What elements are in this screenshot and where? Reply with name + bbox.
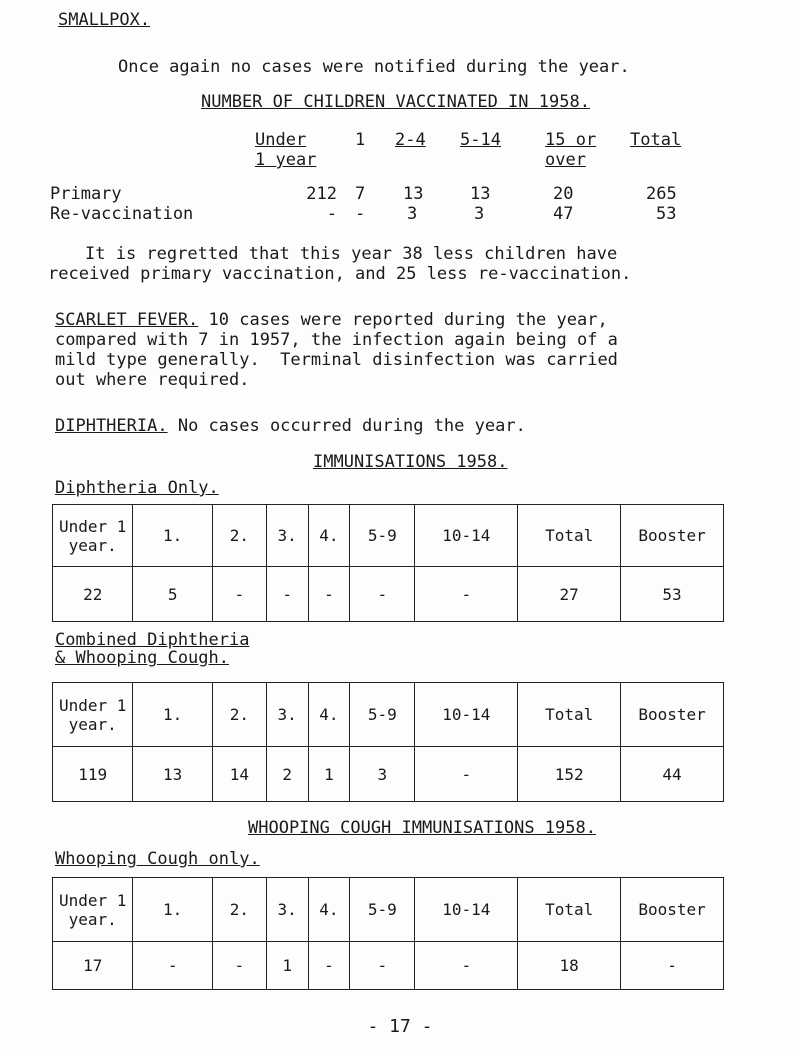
table-cell: - — [308, 567, 350, 622]
whooping-title: WHOOPING COUGH IMMUNISATIONS 1958. — [248, 818, 596, 838]
table-cell: 2 — [266, 747, 308, 802]
header-cell: 5-9 — [350, 878, 415, 942]
header-cell: 10-14 — [415, 878, 518, 942]
cell: - — [355, 204, 366, 224]
smallpox-heading: SMALLPOX. — [58, 10, 151, 30]
header-cell: Under 1 year. — [53, 878, 133, 942]
table-cell: 5 — [133, 567, 212, 622]
header-cell: 1. — [133, 505, 212, 567]
cell: 13 — [403, 184, 424, 204]
row-label: Re-vaccination — [50, 204, 194, 224]
header-cell: Booster — [621, 878, 724, 942]
cell: - — [326, 204, 337, 224]
cell: 13 — [470, 184, 491, 204]
table-cell: - — [415, 567, 518, 622]
header-cell: 4. — [308, 683, 350, 747]
col-2-4: 2-4 — [395, 130, 426, 150]
table-cell: - — [621, 942, 724, 990]
header-cell: 10-14 — [415, 505, 518, 567]
table-cell: 119 — [53, 747, 133, 802]
table-cell: - — [308, 942, 350, 990]
diphtheria-heading: DIPHTHERIA. — [55, 416, 168, 436]
header-cell: 2. — [212, 683, 266, 747]
diphtheria-text: No cases occurred during the year. — [167, 416, 526, 436]
header-cell: Booster — [621, 683, 724, 747]
diphtheria-line — [55, 416, 526, 436]
table-cell: - — [133, 942, 212, 990]
header-cell: 4. — [308, 505, 350, 567]
vaccination-note-2: received primary vaccination, and 25 less re-vaccination. — [48, 264, 632, 284]
whooping-only-table — [52, 877, 724, 990]
col-15-or-over: 15 or over — [545, 130, 597, 170]
header-cell: Total — [518, 878, 621, 942]
combined-caption-2: & Whooping Cough. — [55, 648, 229, 668]
header-cell: 10-14 — [415, 683, 518, 747]
table-header-row — [53, 878, 724, 942]
table-row — [53, 942, 724, 990]
cell: 53 — [656, 204, 677, 224]
table-cell: 53 — [621, 567, 724, 622]
table-cell: - — [212, 942, 266, 990]
header-cell: Total — [518, 683, 621, 747]
header-cell: 5-9 — [350, 683, 415, 747]
header-cell: Total — [518, 505, 621, 567]
header-cell: Under 1 year. — [53, 505, 133, 567]
header-cell: Under 1 year. — [53, 683, 133, 747]
table-cell: - — [415, 747, 518, 802]
table-cell: 22 — [53, 567, 133, 622]
header-cell: 2. — [212, 505, 266, 567]
table-cell: - — [350, 942, 415, 990]
immunisations-title: IMMUNISATIONS 1958. — [313, 452, 508, 472]
col-1: 1 — [355, 130, 366, 150]
table-cell: - — [415, 942, 518, 990]
scarlet-fever-heading: SCARLET FEVER. — [55, 310, 199, 330]
header-cell: 3. — [266, 878, 308, 942]
cell: 3 — [407, 204, 418, 224]
header-cell: 3. — [266, 505, 308, 567]
table-cell: 1 — [266, 942, 308, 990]
table-cell: - — [350, 567, 415, 622]
table-cell: 17 — [53, 942, 133, 990]
vaccination-note-1: It is regretted that this year 38 less children have — [85, 244, 618, 264]
scarlet-fever-line-4: out where required. — [55, 370, 250, 390]
row-revaccination — [50, 204, 700, 224]
header-cell: 3. — [266, 683, 308, 747]
row-primary — [50, 184, 700, 204]
table-cell: - — [212, 567, 266, 622]
diphtheria-only-caption: Diphtheria Only. — [55, 478, 219, 498]
scarlet-fever-line-2: compared with 7 in 1957, the infection again being of a — [55, 330, 618, 350]
table-cell: 18 — [518, 942, 621, 990]
table-row — [53, 567, 724, 622]
cell: 212 — [306, 184, 337, 204]
header-cell: 5-9 — [350, 505, 415, 567]
cell: 20 — [553, 184, 574, 204]
page-number: - 17 - — [367, 1016, 433, 1037]
whooping-only-caption: Whooping Cough only. — [55, 849, 260, 869]
table-cell: - — [266, 567, 308, 622]
table-header-row — [53, 505, 724, 567]
table-cell: 13 — [133, 747, 212, 802]
cell: 3 — [474, 204, 485, 224]
table-cell: 14 — [212, 747, 266, 802]
table-row — [53, 747, 724, 802]
col-5-14: 5-14 — [460, 130, 501, 150]
scarlet-fever-text: 10 cases were reported during the year, — [198, 310, 608, 330]
scarlet-fever-line-1 — [55, 310, 608, 330]
table-header-row — [53, 683, 724, 747]
header-cell: Booster — [621, 505, 724, 567]
vaccination-table — [50, 130, 700, 224]
combined-table — [52, 682, 724, 802]
table-cell: 3 — [350, 747, 415, 802]
vaccination-title: NUMBER OF CHILDREN VACCINATED IN 1958. — [201, 92, 590, 112]
table-cell: 152 — [518, 747, 621, 802]
row-label: Primary — [50, 184, 122, 204]
combined-caption-1: Combined Diphtheria — [55, 630, 250, 650]
col-under-1-year: Under 1 year — [255, 130, 317, 170]
header-cell: 2. — [212, 878, 266, 942]
col-total: Total — [630, 130, 682, 150]
table-cell: 1 — [308, 747, 350, 802]
header-cell: 1. — [133, 683, 212, 747]
table-cell: 44 — [621, 747, 724, 802]
cell: 265 — [646, 184, 677, 204]
smallpox-intro: Once again no cases were notified during the year. — [118, 57, 630, 77]
table-cell: 27 — [518, 567, 621, 622]
vaccination-header-row — [50, 130, 700, 170]
scarlet-fever-line-3: mild type generally. Terminal disinfection was carried — [55, 350, 618, 370]
header-cell: 4. — [308, 878, 350, 942]
cell: 7 — [355, 184, 366, 204]
diphtheria-only-table — [52, 504, 724, 622]
header-cell: 1. — [133, 878, 212, 942]
cell: 47 — [553, 204, 574, 224]
